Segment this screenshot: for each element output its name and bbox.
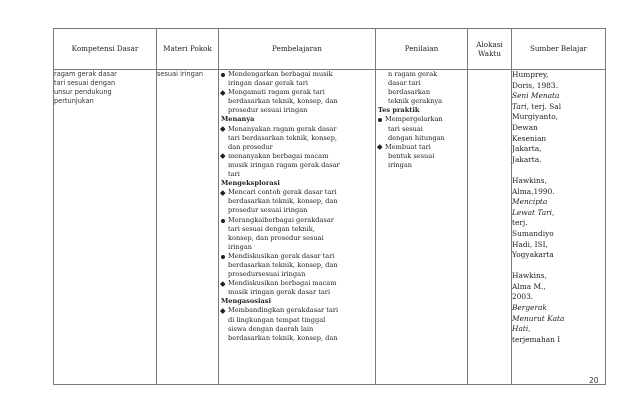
sumber-line: Alma M., (512, 281, 546, 291)
pembelajaran-line: di lingkungan tempat tinggal (228, 315, 326, 324)
pembelajaran-line: berdasarkan teknik, konsep, dan (228, 197, 338, 206)
penilaian-line: tari sesuai (388, 124, 423, 133)
pembelajaran-line: musik iringan ragam gerak dasar (228, 160, 340, 169)
penilaian-cell (376, 70, 468, 385)
sumber-line: Lewat Tari, (512, 207, 555, 217)
penilaian-bullet-item (376, 115, 467, 124)
sumber-line: Jakarta. (512, 154, 542, 164)
pembelajaran-cell (219, 70, 376, 385)
pembelajaran-bullet-item (219, 152, 375, 161)
bullet-diamond-icon (377, 145, 382, 150)
header-materi-pokok: Materi Pokok (157, 29, 219, 70)
penilaian-bullet-text: Mempergelarkan (385, 115, 443, 124)
sumber-spacer (512, 261, 605, 272)
sumber-line: Hati, (512, 324, 531, 334)
pembelajaran-bullet-item (219, 252, 375, 261)
materi-line: sesuai iringan (157, 70, 204, 78)
table-header-row (54, 29, 606, 70)
pembelajaran-section-heading: Menanya (221, 115, 255, 124)
sumber-line: Sumandiyo (512, 228, 554, 238)
kd-line: unsur pendukung (54, 88, 112, 97)
sumber-line: Hawkins, (512, 271, 547, 281)
pembelajaran-line: prosedursesuai iringan (228, 270, 306, 279)
bullet-diamond-icon (220, 281, 225, 286)
penilaian-bullet-item (376, 143, 467, 152)
sumber-line: Hadi, ISI, (512, 239, 548, 249)
header-alokasi-waktu: Alokasi Waktu (468, 29, 512, 70)
pembelajaran-bullet-item (219, 88, 375, 97)
penilaian-bullet-text: Membuat tari (385, 142, 431, 151)
bullet-dot-icon (221, 73, 225, 77)
bullet-diamond-icon (220, 308, 225, 313)
pembelajaran-line: berdasarkan teknik, konsep, dan (228, 260, 338, 269)
pembelajaran-bullet-text: Mendiskusikan berbagai macam (228, 279, 337, 288)
pembelajaran-line: iringan (228, 242, 253, 251)
sumber-spacer (512, 165, 605, 176)
alokasi-waktu-cell (468, 70, 512, 385)
penilaian-line: teknik geraknya (388, 97, 443, 106)
sumber-line: Yogyakarta (512, 250, 554, 260)
sumber-line: Bergerak (512, 303, 547, 313)
bullet-dot-icon (221, 255, 225, 259)
penilaian-line: iringan (388, 160, 413, 169)
sumber-line: 2003. (512, 292, 534, 302)
pembelajaran-bullet-text: Mencari contoh gerak dasar tari (228, 188, 337, 197)
bullet-diamond-icon (220, 190, 225, 195)
pembelajaran-bullet-item (219, 188, 375, 197)
kompetensi-dasar-cell (54, 70, 157, 385)
bullet-diamond-icon (220, 90, 225, 95)
page-number: 20 (589, 376, 599, 385)
pembelajaran-line: berdasarkan teknik, konsep, dan (228, 333, 338, 342)
pembelajaran-line: musik iringan gerak dasar tari (228, 288, 331, 297)
pembelajaran-line: prosedur sesuai iringan (228, 206, 308, 215)
sumber-line: Humprey, (512, 70, 549, 79)
pembelajaran-bullet-text: Mengamati ragam gerak tari (228, 88, 325, 97)
bullet-dot-icon (378, 118, 382, 122)
pembelajaran-bullet-item (219, 125, 375, 134)
materi-pokok-cell (157, 70, 219, 385)
sumber-line: terj. (512, 218, 528, 228)
sumber-line: Jakarta, (512, 144, 542, 154)
pembelajaran-line: konsep, dan prosedur sesuai (228, 233, 324, 242)
penilaian-line: n ragam gerak (388, 70, 438, 78)
header-pembelajaran: Pembelajaran (219, 29, 376, 70)
pembelajaran-line: dan prosedur (228, 142, 273, 151)
pembelajaran-line: siswa dengan daerah lain (228, 324, 314, 333)
penilaian-line: bentuk sesuai (388, 151, 435, 160)
penilaian-line: berdasarkan (388, 88, 431, 97)
pembelajaran-bullet-item (219, 70, 375, 79)
header-kompetensi-dasar: Kompetensi Dasar (54, 29, 157, 70)
sumber-belajar-cell (512, 70, 606, 385)
kd-line: tari sesuai dengan (54, 79, 116, 88)
pembelajaran-line: tari berdasarkan teknik, konsep, (228, 133, 338, 142)
sumber-line: Tari, terj. Sal (512, 101, 562, 111)
sumber-line: Murgiyanto, (512, 112, 559, 122)
penilaian-line: dasar tari (388, 79, 421, 88)
pembelajaran-bullet-item (219, 216, 375, 225)
sumber-line: Alma,1990. (512, 186, 555, 196)
pembelajaran-line: berdasarkan teknik, konsep, dan (228, 97, 338, 106)
bullet-diamond-icon (220, 126, 225, 131)
sumber-line: terjemahan I (512, 334, 561, 344)
pembelajaran-bullet-text: Mendengarkan berbagai musik (228, 70, 333, 78)
pembelajaran-bullet-text: Membandingkan gerakdasar tari (228, 306, 339, 315)
pembelajaran-bullet-text: menanyakan berbagai macam (228, 151, 329, 160)
sumber-line: Menurut Kata (512, 313, 565, 323)
pembelajaran-line: iringan dasar gerak tari (228, 79, 308, 88)
pembelajaran-bullet-item (219, 306, 375, 315)
table-row (54, 70, 606, 385)
bullet-diamond-icon (220, 154, 225, 159)
sumber-line: Mencipta (512, 197, 548, 207)
penilaian-section-heading: Tes praktik (378, 106, 420, 115)
pembelajaran-section-heading: Mengeksplorasi (221, 179, 280, 188)
header-sumber-belajar: Sumber Belajar (512, 29, 606, 70)
syllabus-table (53, 28, 606, 385)
sumber-line: Kesenian (512, 133, 547, 143)
sumber-line: Hawkins, (512, 175, 547, 185)
pembelajaran-line: tari (228, 170, 240, 179)
sumber-line: Doris, 1983. (512, 80, 558, 90)
header-penilaian: Penilaian (376, 29, 468, 70)
pembelajaran-line: tari sesuai dengan teknik, (228, 224, 315, 233)
sumber-line: Seni Menata (512, 91, 560, 101)
pembelajaran-line: prosedur sesuai iringan (228, 106, 308, 115)
kd-line: ragam gerak dasar (54, 70, 117, 78)
pembelajaran-bullet-text: Mendiskusikan gerak dasar tari (228, 251, 335, 260)
pembelajaran-bullet-text: Menanyakan ragam gerak dasar (228, 124, 337, 133)
pembelajaran-bullet-text: Merangkaiberbagai gerakdasar (228, 215, 334, 224)
pembelajaran-section-heading: Mengasosiasi (221, 297, 271, 306)
sumber-line: Dewan (512, 122, 538, 132)
bullet-dot-icon (221, 219, 225, 223)
penilaian-line: dengan hitungan (388, 133, 445, 142)
pembelajaran-bullet-item (219, 279, 375, 288)
kd-line: pertunjukan (54, 97, 94, 106)
